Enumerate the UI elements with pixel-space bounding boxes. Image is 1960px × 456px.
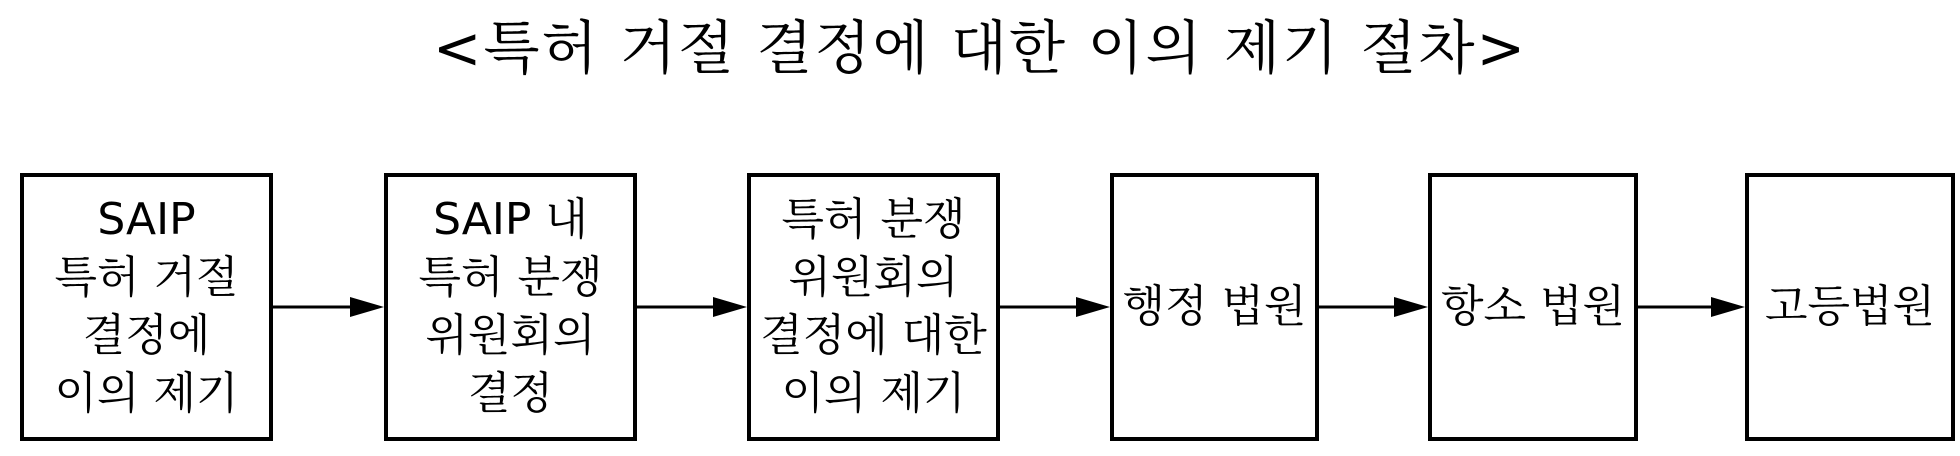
- step-label-line: 결정에: [82, 310, 211, 361]
- arrow-5-to-6: [1638, 297, 1745, 317]
- diagram-title: <특허 거절 결정에 대한 이의 제기 절차>: [432, 14, 1528, 82]
- step-label-line: 항소 법원: [1440, 281, 1625, 332]
- arrow-3-to-4: [1000, 297, 1110, 317]
- step-label-line: SAIP 내: [433, 194, 588, 245]
- arrow-2-to-3: [637, 297, 747, 317]
- step-label-line: 결정: [467, 368, 553, 419]
- step-label-line: 이의 제기: [781, 368, 966, 419]
- step-label-line: 특허 거절: [54, 252, 239, 303]
- step-label-line: 특허 분쟁: [418, 252, 603, 303]
- arrow-4-to-5: [1319, 297, 1428, 317]
- step-label-line: SAIP: [97, 194, 196, 245]
- step-label-line: 특허 분쟁: [781, 194, 966, 245]
- arrow-1-to-2: [273, 297, 384, 317]
- step-label-line: 고등법원: [1764, 281, 1935, 332]
- step-label-line: 이의 제기: [54, 368, 239, 419]
- step-label-line: 결정에 대한: [760, 310, 987, 361]
- step-label-line: 행정 법원: [1122, 281, 1307, 332]
- step-label-line: 위원회의: [425, 310, 596, 361]
- step-label-line: 위원회의: [788, 252, 959, 303]
